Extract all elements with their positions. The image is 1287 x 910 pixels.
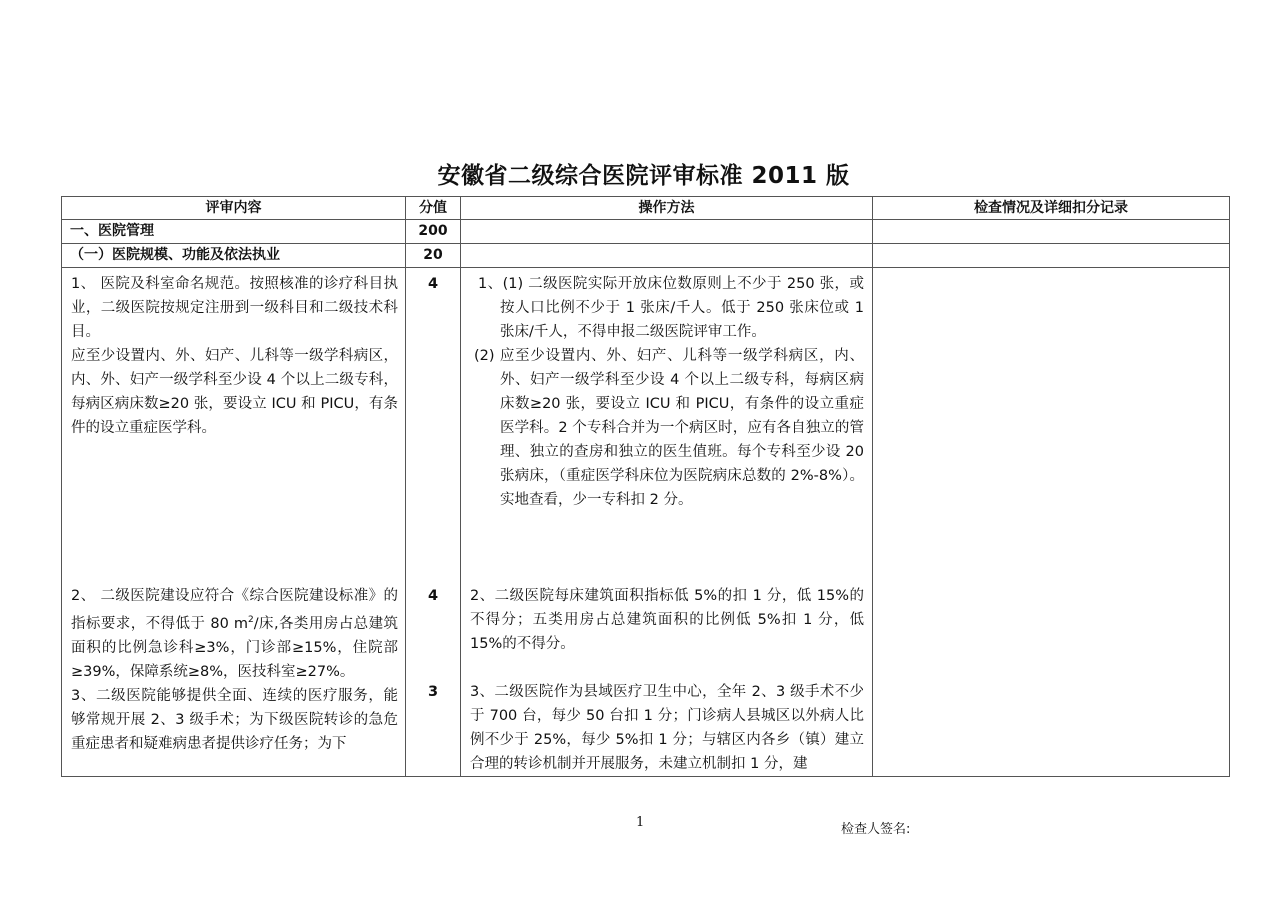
- method1-text: 1、(1) 二级医院实际开放床位数原则上不少于 250 张，或按人口比例不少于 1 张床/千人。低于 250 张床位或 1 张床/千人，不得申报二级医院评审工作。: [478, 276, 864, 340]
- header-record: 检查情况及详细扣分记录: [873, 197, 1230, 220]
- item3-text: 3、二级医院能够提供全面、连续的医疗服务，能够常规开展 2、3 级手术；为下级医院转诊的急危重症患者和疑难病患者提供诊疗任务；为下: [71, 687, 398, 752]
- item2-text: 2、 二级医院建设应符合《综合医院建设标准》的指标要求，不得低于 80 $m^2/$床,各类用房占总建筑面积的比例急诊科≥3%，门诊部≥15%，住院部≥39%，保障系统≥8%，医技科室≥27%。: [71, 588, 398, 680]
- item1-text: 1、 医院及科室命名规范。按照核准的诊疗科目执业，二级医院按规定注册到一级科目和二级技术科目。: [71, 276, 398, 340]
- subsection-score: 20: [406, 244, 461, 268]
- method2-text: 2、二级医院每床建筑面积指标低 5%的扣 1 分，低 15%的不得分；五类用房占总建筑面积的比例低 5%扣 1 分，低 15%的不得分。: [470, 588, 864, 652]
- page-number: 1: [636, 815, 645, 830]
- standards-table: [61, 196, 1230, 777]
- section-method-cell: [461, 220, 873, 244]
- content-cell: [62, 268, 406, 777]
- subsection-row: [62, 244, 1230, 268]
- method-cell: [461, 268, 873, 777]
- subsection-label: （一）医院规模、功能及依法执业: [62, 244, 406, 268]
- document-title: 安徽省二级综合医院评审标准 2011 版: [437, 163, 850, 189]
- section-record-cell: [873, 220, 1230, 244]
- table-header-row: [62, 197, 1230, 220]
- method3-text: 3、二级医院作为县域医疗卫生中心，全年 2、3 级手术不少于 700 台，每少 50 台扣 1 分；门诊病人县城区以外病人比例不少于 25%，每少 5%扣 1 分；与辖区内各乡（镇）建立合理的转诊机制并开展服务，未建立机制扣 1 分，建: [470, 684, 864, 772]
- header-method: 操作方法: [461, 197, 873, 220]
- header-content: 评审内容: [62, 197, 406, 220]
- subsection-record-cell: [873, 244, 1230, 268]
- item2-score: 4: [427, 588, 439, 604]
- subsection-method-cell: [461, 244, 873, 268]
- header-score: 分值: [406, 197, 461, 220]
- item1-score: 4: [427, 276, 439, 292]
- score-cell: [406, 268, 461, 777]
- section-row: [62, 220, 1230, 244]
- content-row: [62, 268, 1230, 777]
- section-score: 200: [406, 220, 461, 244]
- item1-requirement: 应至少设置内、外、妇产、儿科等一级学科病区，内、外、妇产一级学科至少设 4 个以上二级专科，每病区病床数≥20 张，要设立 ICU 和 PICU，有条件的设立重症医学科。: [71, 348, 398, 436]
- record-cell[interactable]: [873, 268, 1230, 777]
- item3-score: 3: [427, 684, 439, 700]
- section-label: 一、医院管理: [62, 220, 406, 244]
- signature-label: 检查人签名:: [841, 822, 911, 837]
- method1-part2: (2) 应至少设置内、外、妇产、儿科等一级学科病区，内、外、妇产一级学科至少设 4 个以上二级专科，每病区病床数≥20 张，要设立 ICU 和 PICU，有条件的设立重症医学科。2 个专科合并为一个病区时，应有各自独立的管理、独立的查房和独立的医生值班。每个专科至少设 20 张病床，（重症医学科床位为医院病床总数的 2%-8%）。实地查看，少一专科扣 2 分。: [474, 348, 864, 508]
